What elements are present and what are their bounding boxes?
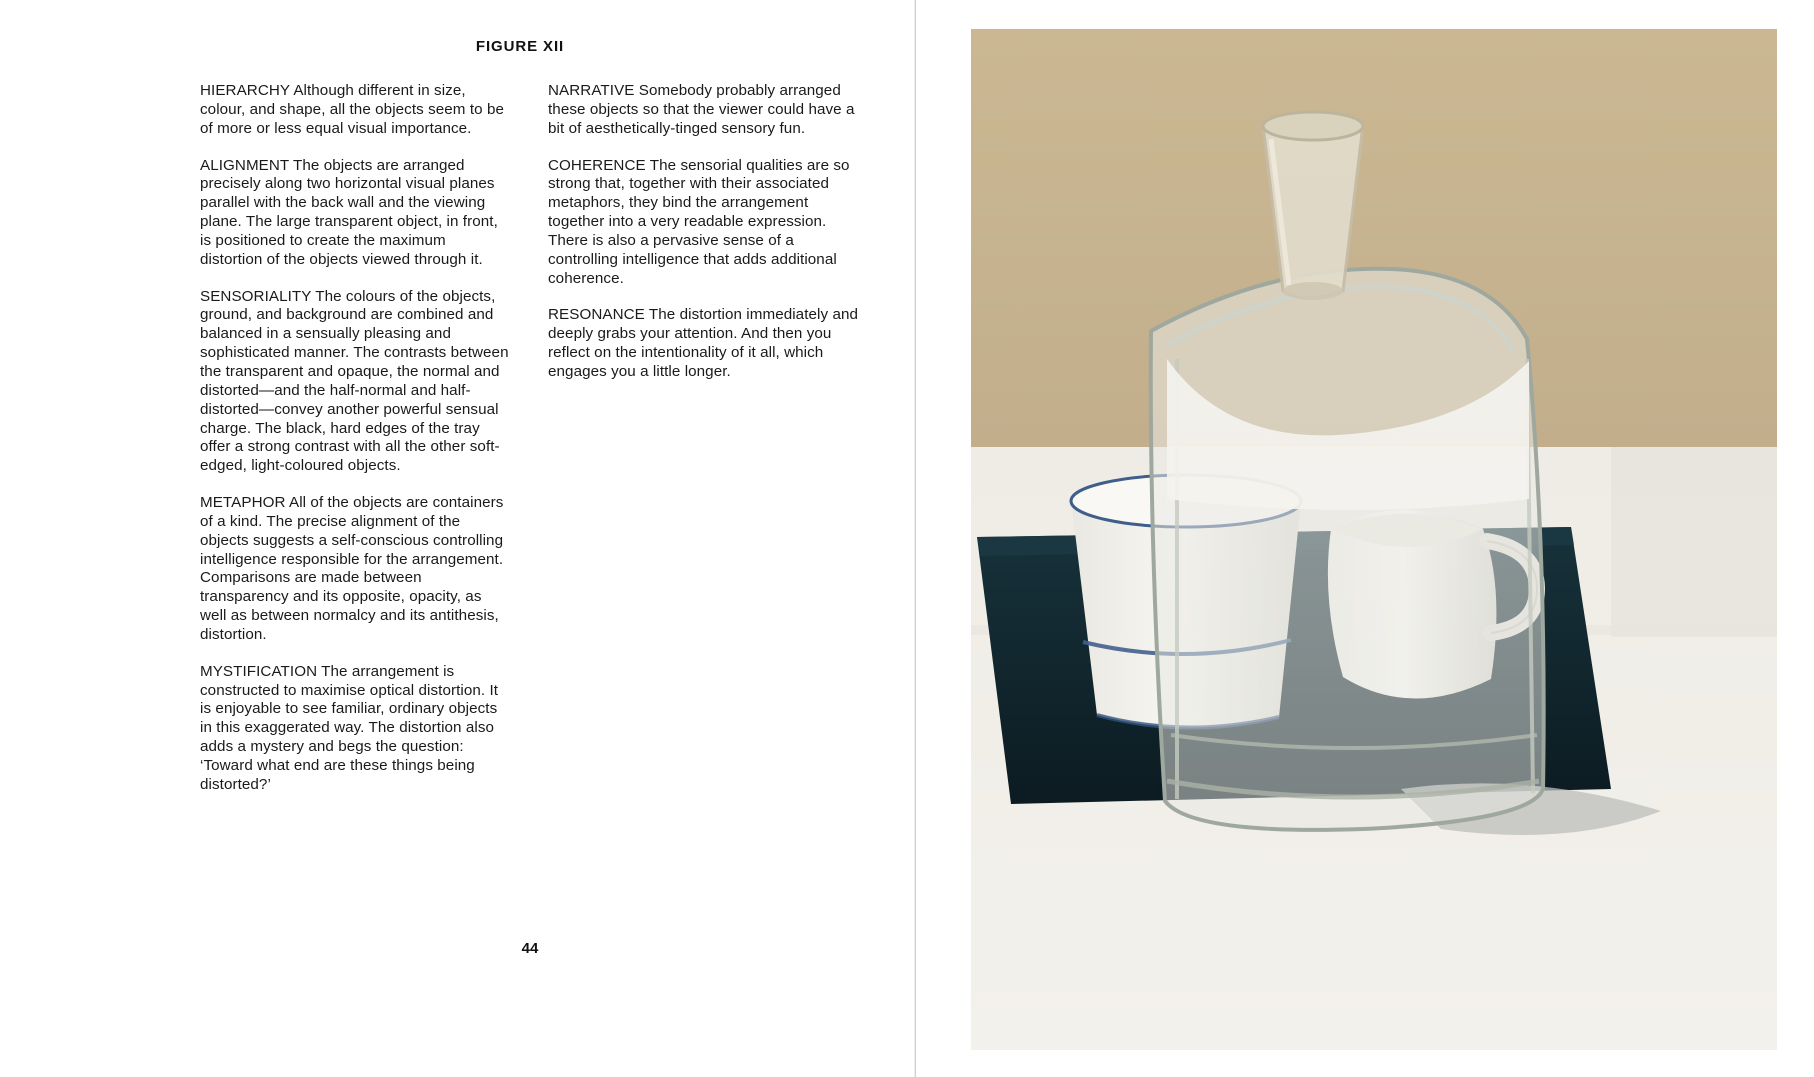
paragraph-body: The colours of the objects, ground, and background are combined and balanced in a sensually pleasing and sophisticated manner. The contrasts between the transparent and opaque, the normal and distorted—and the half-normal and half-distorted—convey another powerful sensual charge. The black, hard edges of the tray offer a strong contrast with all the other soft-edged, light-coloured objects. (200, 287, 509, 475)
paragraph-body: Somebody probably arranged these objects so that the viewer could have a bit of aesthetically-tinged sensory fun. (548, 82, 855, 137)
paragraph-body: The distortion immediately and deeply grabs your attention. And then you reflect on the intentionality of it all, which engages you a little longer. (548, 306, 859, 380)
paragraph-lead: SENSORIALITY (200, 287, 312, 305)
paragraph-body: All of the objects are containers of a kind. The precise alignment of the objects suggests a self-conscious controlling intelligence responsible for the arrangement. Comparisons are made between transparency and its opposite, opacity, as well as between normalcy and its antithesis, distortion. (200, 494, 504, 643)
paragraph-metaphor (200, 494, 512, 645)
paragraph-body: The sensorial qualities are so strong that, together with their associated metaphors, they bind the arrangement together into a very readable expression. There is also a pervasive sense of a controlling intelligence that adds additional coherence. (548, 156, 850, 287)
painting-artwork (971, 29, 1777, 1050)
paragraph-lead: RESONANCE (548, 306, 645, 324)
paragraph-lead: COHERENCE (548, 156, 646, 174)
paragraph-narrative (548, 82, 860, 139)
still-life-painting (971, 29, 1777, 1050)
paragraph-body: The arrangement is constructed to maximise optical distortion. It is enjoyable to see familiar, ordinary objects in this exaggerated way. The distortion also adds a mystery and begs the question: ‘Toward what end are these things being distorted?’ (200, 662, 499, 793)
column-left (200, 82, 512, 813)
paragraph-lead: NARRATIVE (548, 82, 635, 99)
right-page (916, 0, 1814, 1077)
column-right (548, 82, 860, 813)
paragraph-body: Although different in size, colour, and shape, all the objects seem to be of more or less equal visual importance. (200, 82, 504, 137)
paragraph-coherence (548, 157, 860, 289)
paragraph-alignment (200, 157, 512, 270)
text-columns (200, 82, 860, 813)
paragraph-hierarchy (200, 82, 512, 139)
transparent-vessel (1151, 269, 1544, 830)
paragraph-mystification (200, 663, 512, 795)
page-number: 44 (521, 940, 539, 957)
paragraph-lead: HIERARCHY (200, 82, 290, 99)
paragraph-resonance (548, 306, 860, 381)
paragraph-lead: METAPHOR (200, 494, 286, 512)
paragraph-lead: ALIGNMENT (200, 156, 290, 174)
figure-label: FIGURE XII (475, 38, 565, 55)
paragraph-body: The objects are arranged precisely along two horizontal visual planes parallel with the back wall and the viewing plane. The large transparent object, in front, is positioned to create the maximum distortion of the objects viewed through it. (200, 156, 498, 268)
paragraph-lead: MYSTIFICATION (200, 662, 318, 680)
paragraph-sensoriality (200, 288, 512, 476)
